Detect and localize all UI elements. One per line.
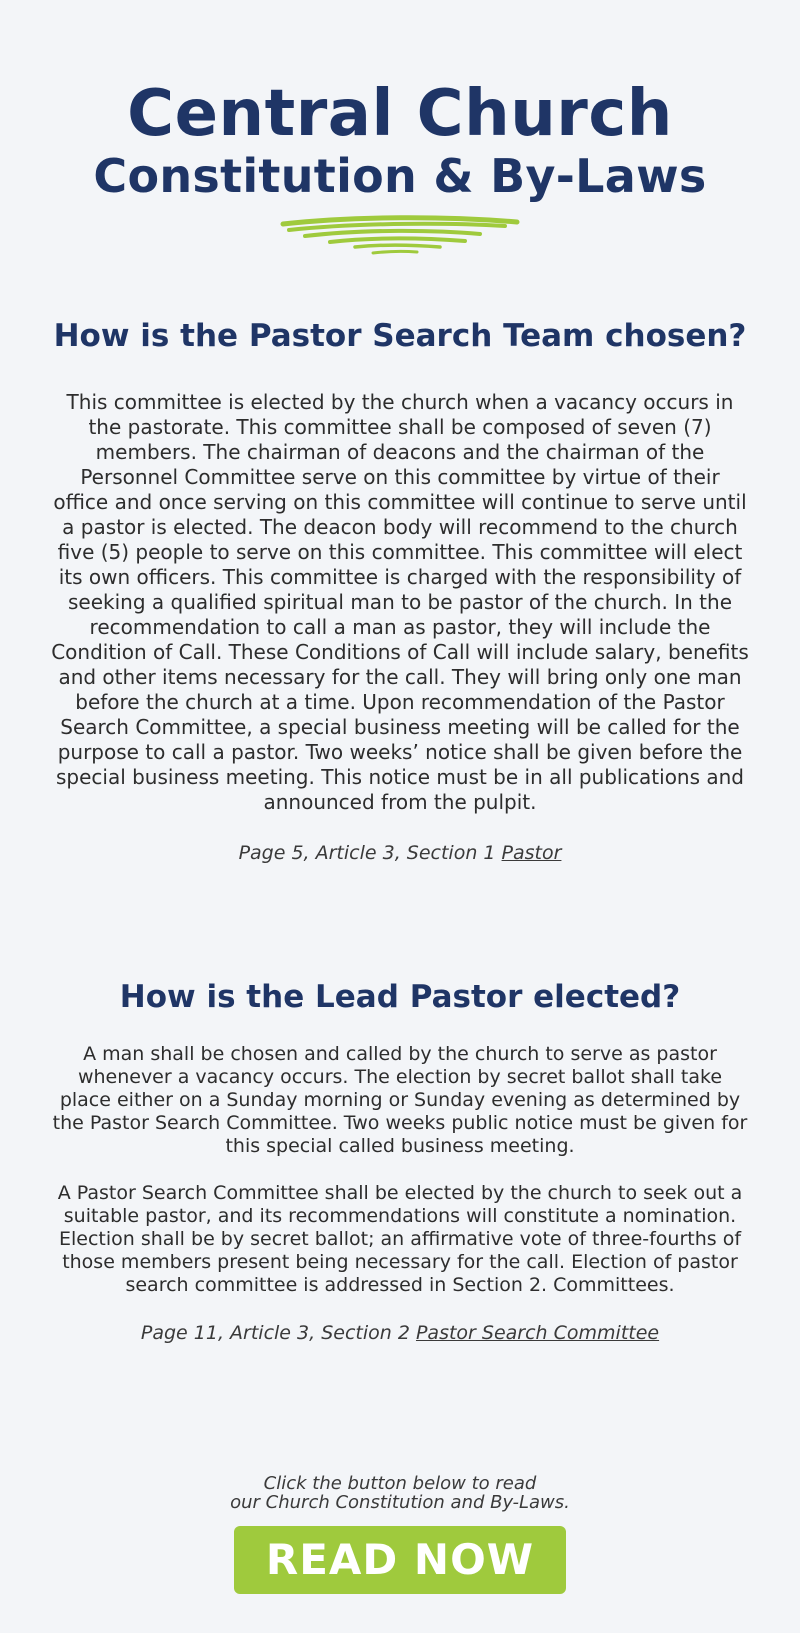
section-paragraph: A man shall be chosen and called by the church to serve as pastor whenever a vacancy occurs. The election by secret ballot shall take place either on a Sunday morning or Sunday evening as determined by the Pastor Search Committee. Two weeks public notice must be given for this special called business meeting. xyxy=(52,1043,748,1157)
reference-link-pastor[interactable]: Pastor xyxy=(501,842,562,864)
section-reference xyxy=(50,1321,750,1345)
brush-swoosh-icon xyxy=(275,214,525,262)
section-reference xyxy=(50,841,750,865)
header xyxy=(0,0,800,262)
cta-text-line-2: our Church Constitution and By-Laws. xyxy=(230,1492,570,1513)
section-lead-pastor-election xyxy=(50,977,750,1345)
cta-text-line-1: Click the button below to read xyxy=(263,1473,537,1494)
page-subtitle: Constitution & By-Laws xyxy=(93,149,707,203)
read-now-button[interactable]: READ NOW xyxy=(234,1526,566,1594)
call-to-action xyxy=(0,1474,800,1594)
reference-prefix: Page 11, Article 3, Section 2 xyxy=(140,1322,416,1344)
page-title: Central Church xyxy=(127,77,673,151)
section-paragraph: This committee is elected by the church when a vacancy occurs in the pastorate. This committee shall be composed of seven (7) members. The chairman of deacons and the chairman of the Personnel Committee serve on this committee by virtue of their office and once serving on this committee will continue to serve until a pastor is elected. The deacon body will recommend to the church five (5) people to serve on this committee. This committee will elect its own officers. This committee is charged with the responsibility of seeking a qualified spiritual man to be pastor of the church. In the recommendation to call a man as pastor, they will include the Condition of Call. These Conditions of Call will include salary, benefits and other items necessary for the call. They will bring only one man before the church at a time. Upon recommendation of the Pastor Search Committee, a special business meeting will be called for the purpose to call a pastor. Two weeks’ notice shall be given before the special business meeting. This notice must be in all publications and announced from the pulpit. xyxy=(51,390,749,814)
section-heading: How is the Lead Pastor elected? xyxy=(119,979,681,1015)
section-paragraph: A Pastor Search Committee shall be elected by the church to seek out a suitable pastor, and its recommendations will constitute a nomination. Election shall be by secret ballot; an affirmative vote of three-fourths of those members present being necessary for the call. Election of pastor search committee is addressed in Section 2. Committees. xyxy=(57,1182,743,1296)
reference-link-pastor-search-committee[interactable]: Pastor Search Committee xyxy=(415,1322,660,1344)
section-pastor-search-team xyxy=(50,316,750,865)
reference-prefix: Page 5, Article 3, Section 1 xyxy=(238,842,502,864)
section-heading: How is the Pastor Search Team chosen? xyxy=(53,318,747,354)
